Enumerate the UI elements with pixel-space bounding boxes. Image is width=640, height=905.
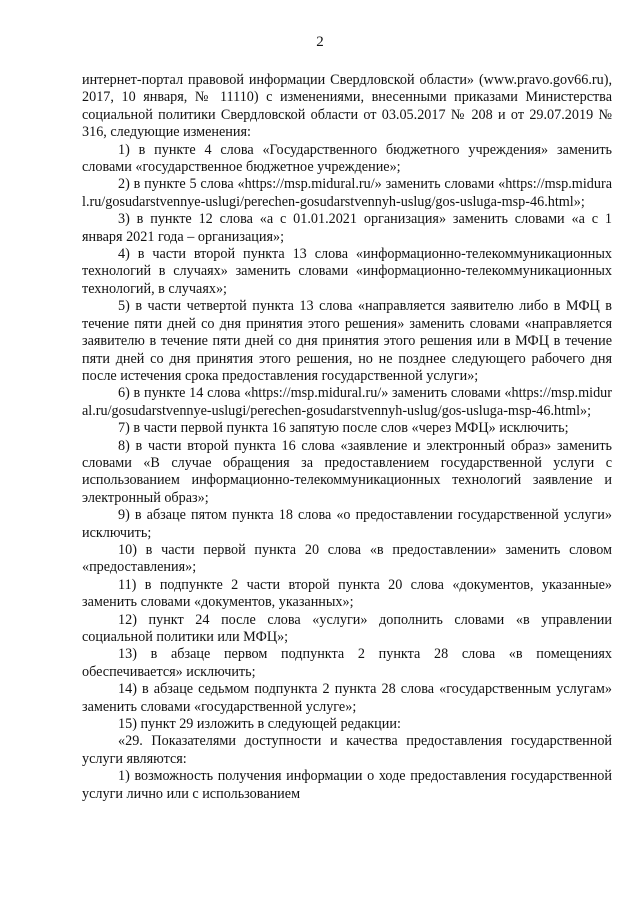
paragraph-item-15: 15) пункт 29 изложить в следующей редакции: [118, 716, 401, 733]
paragraph-item-13: 13) в абзаце первом подпункта 2 пункта 28 слова «в помещениях обеспечивается» исключить; [82, 646, 612, 680]
paragraph-item-14: 14) в абзаце седьмом подпункта 2 пункта 28 слова «государственным услугам» заменить словами «государственной услуге»; [82, 681, 612, 715]
paragraph-item-5: 5) в части четвертой пункта 13 слова «направляется заявителю либо в МФЦ в течение пяти дней со дня принятия этого решения» заменить словами «направляется заявителю в течение пяти дней со дня принятия этого решения или в МФЦ в течение пяти дней со дня принятия этого решения, но не позднее следующего рабочего дня после истечения срока предоставления государственной услуги»; [82, 298, 612, 384]
paragraph-intro: интернет-портал правовой информации Свердловской области» (www.pravo.gov66.ru), 2017, 10 января, № 11110) с изменениями, внесенными приказами Министерства социальной политики Свердловской области от 03.05.2017 № 208 и от 29.07.2019 № 316, следующие изменения: [82, 72, 612, 141]
paragraph-item-2: 2) в пункте 5 слова «https://msp.midural.ru/» заменить словами «https://msp.midural.ru/gosudarstvennye-uslugi/perechen-gosudarstvennyh-uslug/gos-usluga-msp-46.html»; [82, 176, 612, 210]
paragraph-item-1: 1) в пункте 4 слова «Государственного бюджетного учреждения» заменить словами «государственное бюджетное учреждение»; [82, 141, 612, 176]
paragraph-item-10: 10) в части первой пункта 20 слова «в предоставлении» заменить словом «предоставления»; [82, 541, 612, 576]
paragraph-item-9: 9) в абзаце пятом пункта 18 слова «о предоставлении государственной услуги» исключить; [82, 507, 612, 541]
paragraph-quote-29-item-1: 1) возможность получения информации о ходе предоставления государственной услуги лично или с использованием [82, 768, 612, 802]
paragraph-item-6: 6) в пункте 14 слова «https://msp.midural.ru/» заменить словами «https://msp.midural.ru/gosudarstvennye-uslugi/perechen-gosudarstvennyh-uslug/gos-usluga-msp-46.html»; [82, 385, 612, 419]
paragraph-quote-29: «29. Показателями доступности и качества предоставления государственной услуги являются: [82, 733, 612, 767]
paragraph-item-8: 8) в части второй пункта 16 слова «заявление и электронный образ» заменить словами «В случае обращения за предоставлением государственной услуги с использованием информационно-телекоммуникационных технологий заявление и электронный образ»; [82, 437, 612, 506]
paragraph-item-12: 12) пункт 24 после слова «услуги» дополнить словами «в управлении социальной политики или МФЦ»; [82, 611, 612, 645]
document-body [82, 72, 612, 803]
paragraph-item-11: 11) в подпункте 2 части второй пункта 20 слова «документов, указанные» заменить словами «документов, указанных»; [82, 576, 612, 611]
page-number: 2 [316, 34, 324, 50]
paragraph-item-3: 3) в пункте 12 слова «а с 01.01.2021 организация» заменить словами «а с 1 января 2021 года – организация»; [82, 211, 612, 245]
paragraph-item-7: 7) в части первой пункта 16 запятую после слов «через МФЦ» исключить; [118, 420, 569, 437]
paragraph-item-4: 4) в части второй пункта 13 слова «информационно-телекоммуникационных технологий в случаях» заменить словами «информационно-телекоммуникационных технологий, в случаях»; [82, 246, 612, 297]
